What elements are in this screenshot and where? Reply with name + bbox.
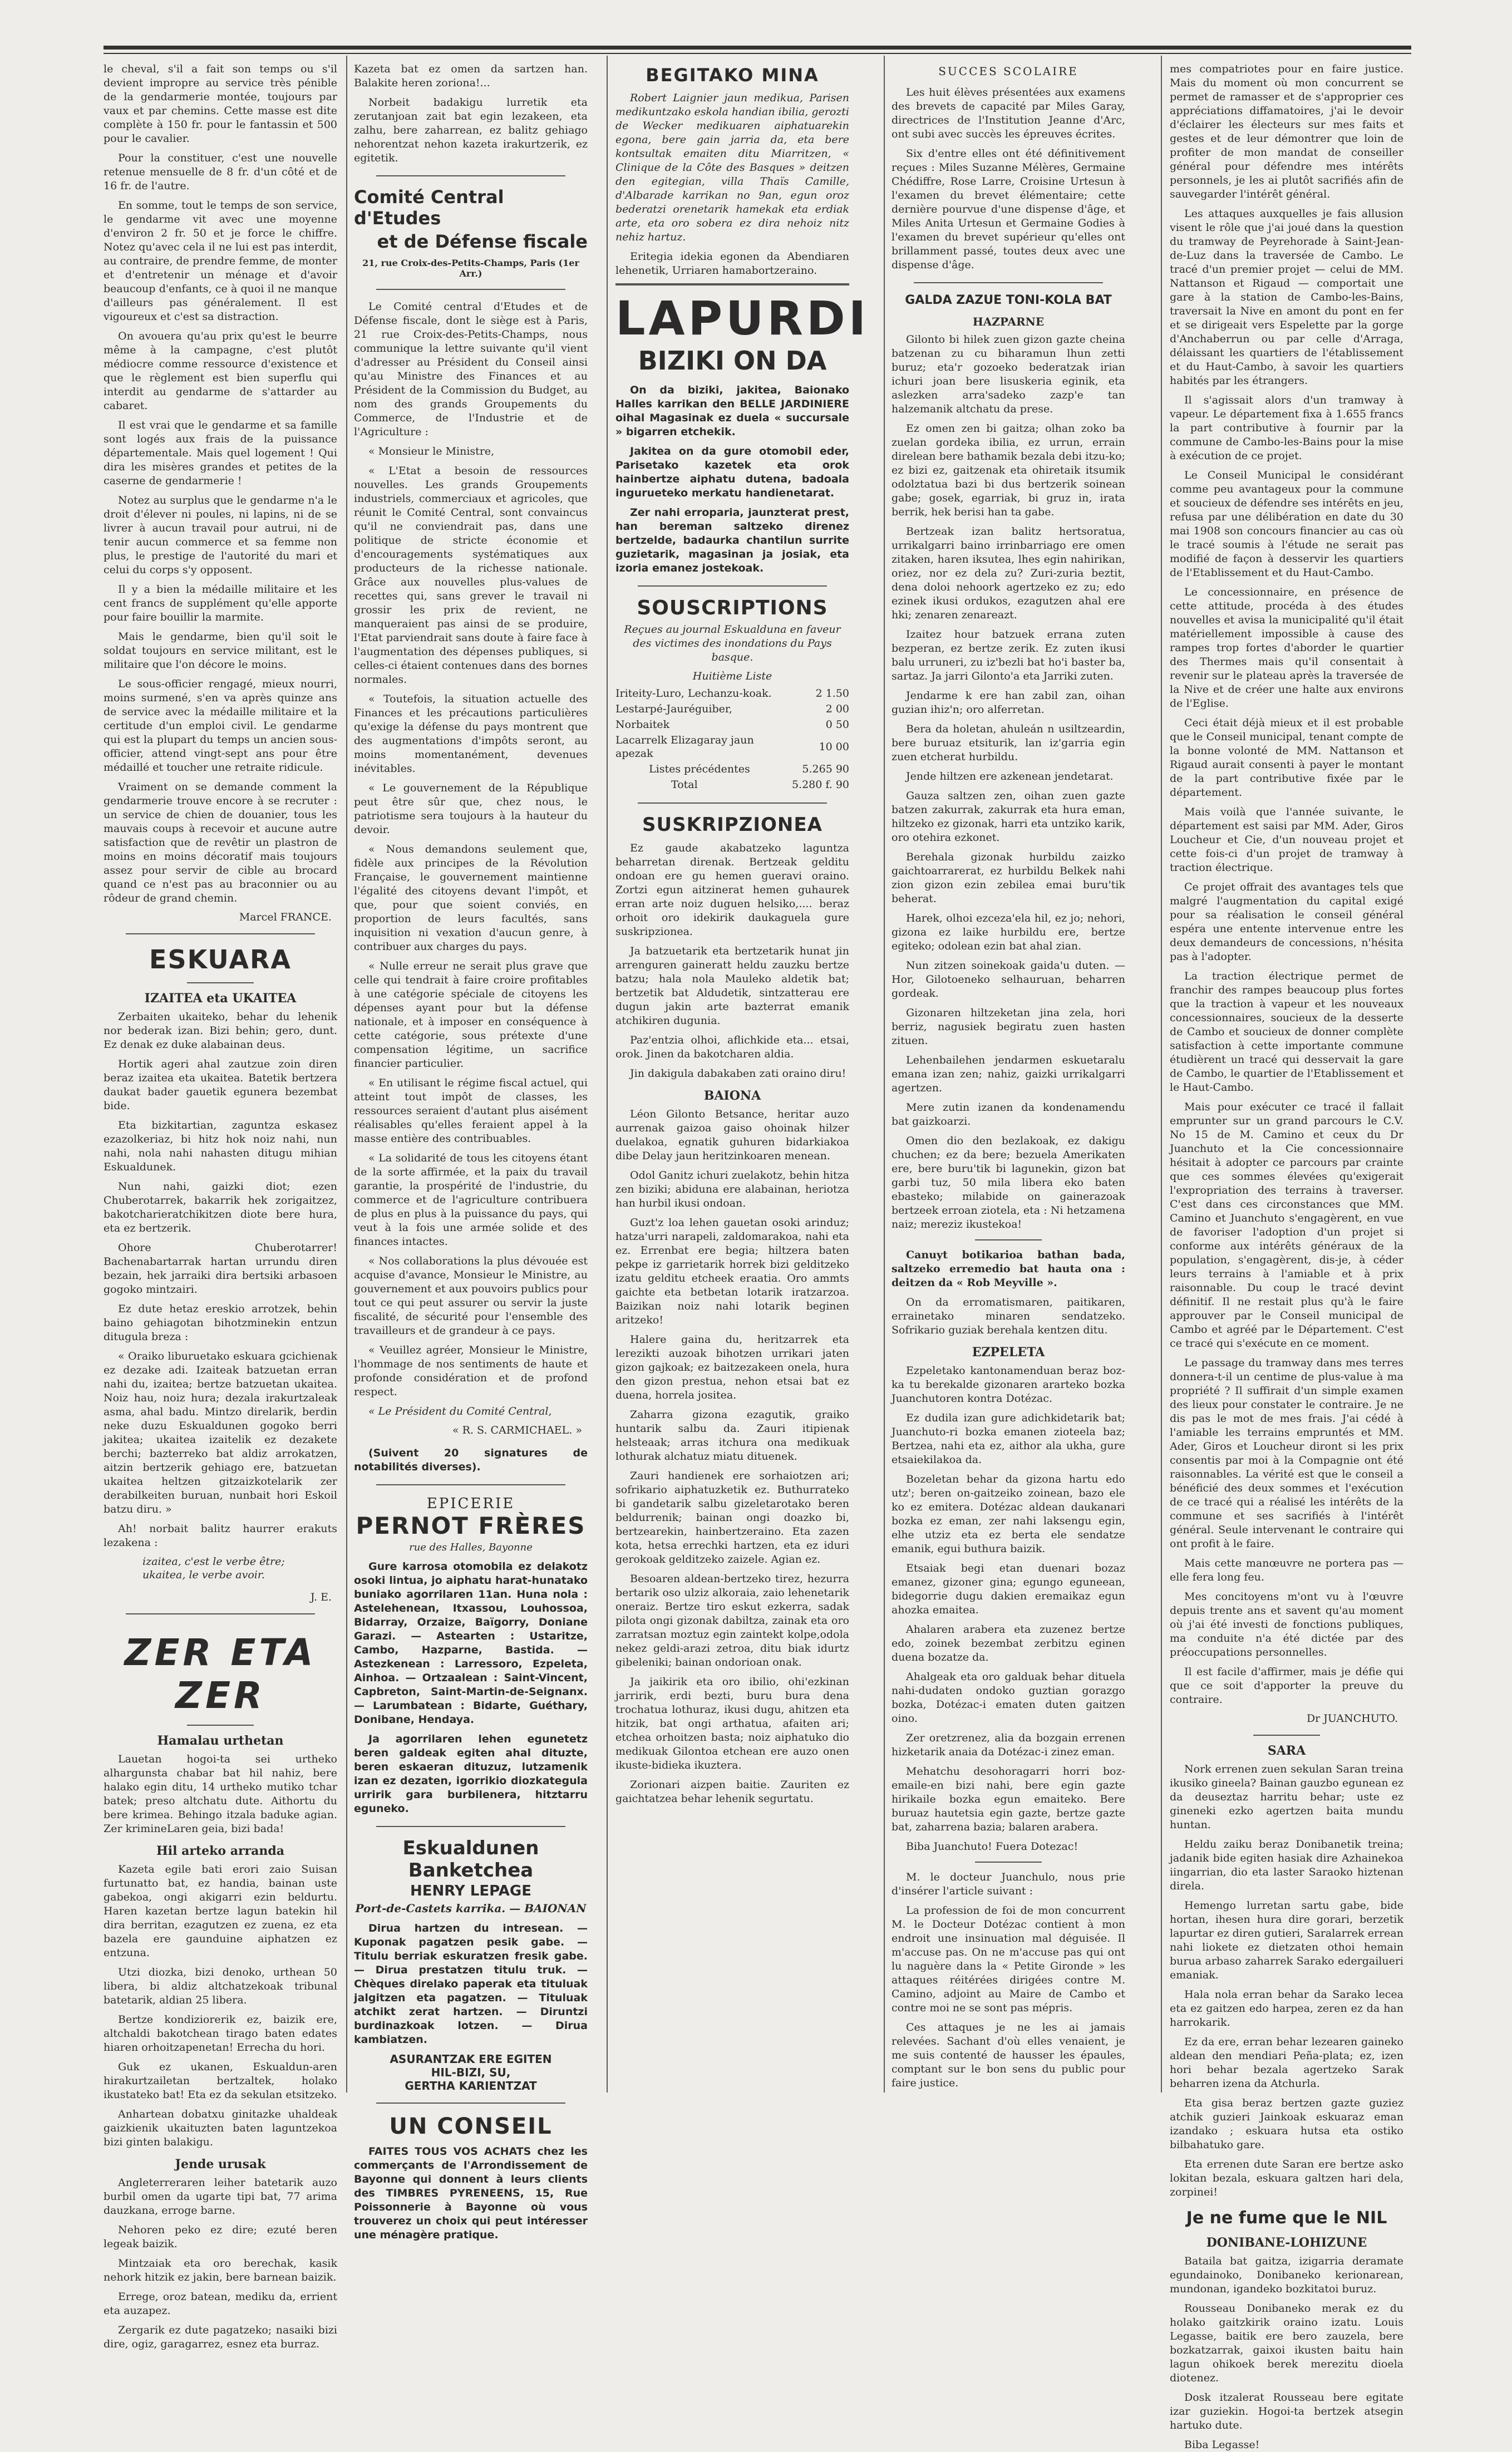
top-rule bbox=[104, 46, 1411, 50]
ad-text: On da biziki, jakitea, Baionako Halles karrikan den BELLE JARDINIERE oihal Magasinak ez duela « succursale » bigarren etchekik. bbox=[615, 384, 849, 438]
paragraph: Le concessionnaire, en présence de cette attitude, procéda à des études nouvelles et avisa la municipalité qu'il était matériellement impossible à cause des rampes trop fortes d'aborder le quartier des Thermes mais qu'il consentait à revenir sur le plateau après la traversée de la Nive et de créer une halte aux environs de l'Eglise. bbox=[1170, 586, 1403, 710]
ad-line: HIL-BIZI, SU, bbox=[431, 2066, 511, 2079]
divider bbox=[914, 282, 1103, 283]
paragraph: Il s'agissait alors d'un tramway à vapeur. Le département fixa à 1.655 francs la part contributive à fournir par la commune de Cambo-les-Bains pour la mise à exécution de ce projet. bbox=[1170, 394, 1403, 462]
list-item: Iriteity-Luro, Lechanzu-koak. 2 1.50 bbox=[615, 687, 849, 700]
paragraph: Mais le gendarme, bien qu'il soit le soldat toujours en service militant, est le militaire que l'on décore le moins. bbox=[104, 631, 337, 671]
paragraph: Ez dudila izan gure adichkidetarik bat; Juanchuto-ri bozka emanen zioteela baz; Bertzea, nahi eta ez, aithor ala ukha, gure etsaiekilakoa da. bbox=[892, 1412, 1125, 1466]
paragraph: Le Comité central d'Etudes et de Défense fiscale, dont le siège est à Paris, 21 rue Croix-des-Petits-Champs, nous communique la lettre suivante qu'il vient d'adresser au Président du Conseil ainsi qu'au Ministre des Finances et au Président de la Commission du Budget, au nom des grands Groupements du Commerce, de l'Industrie et de l'Agriculture : bbox=[354, 301, 588, 438]
paragraph: Robert Laignier jaun medikua, Parisen medikuntzako eskola handian ibilia, gerozti de Wecker medikuaren aiphatuarekin egona, bere gain jarria da, eta bere kontsultak emaiten ditu Miarritzen, « Clinique de la Côte des Basques » deitzen den egitegian, villa Thaïs Camille, d'Albarade karrikan no 9an, egun oroz bederatzi orenetarik hamekak eta erdiak arte, eta oro sobera ez dira nehoiz nitz nehiz hartuz. bbox=[615, 92, 850, 243]
divider bbox=[376, 289, 565, 290]
ad-lepage: HENRY LEPAGE bbox=[410, 1883, 531, 1899]
ad-address: Port-de-Castets karrika. — BAIONAN bbox=[355, 1902, 587, 1915]
paragraph: Il est facile d'affirmer, mais je défie qui que ce soit d'apporter la preuve du contraire. bbox=[1170, 1666, 1403, 1706]
paragraph: Biba Juanchuto! Fuera Dotezac! bbox=[906, 1840, 1078, 1853]
paragraph: mes compatriotes pour en faire justice. Mais du moment où mon concurrent se permet de ramasser et de s'approprier ces appréciations diffamatoires, j'ai le devoir d'éclairer les électeurs sur mes faits et gestes et de leur démontrer que loin de profiter de mon mandat de conseiller général pour défendre mes intérêts personnels, je les ai plutôt sacrifiés afin de sauvegarder l'intérêt général. bbox=[1170, 63, 1403, 200]
signature: J. E. bbox=[310, 1591, 332, 1603]
subheading: BAIONA bbox=[703, 1089, 761, 1103]
paragraph: Gauza saltzen zen, oihan zuen gazte batzen zakurrak, zakurrak eta hura eman, hiltzeko ez gizonak, harri eta untziko karik, oro otehira ezkonet. bbox=[892, 790, 1125, 844]
paragraph: Mere zutin izanen da kondenamendu bat gaizkoarzi. bbox=[892, 1101, 1125, 1127]
divider bbox=[187, 1725, 254, 1726]
subheading: SARA bbox=[1267, 1744, 1306, 1758]
paragraph: Besoaren aldean-bertzeko tirez, hezurra bertarik oso ulziz alkoraia, zaio lehenetarik oneraiz. Bertze tiro eskut ezkerra, sadak pilota ongi gizonak dabiltza, zainak eta oro zarratsan moztuz egin zaintekt kolpe,odola nekez geldi-arazi zetroa, ditu biak idurtz gibeleniki; bainan ondorioan onak. bbox=[615, 1573, 849, 1668]
paragraph: Nork errenen zuen sekulan Saran treina ikusiko gineela? Bainan gauzbo egunean ez da deuseztaz harritu behar; uste ez gineneki ezko agertzen baita mundu huntan. bbox=[1170, 1763, 1403, 1831]
paragraph: Berehala gizonak hurbildu zaizko gaichtoarrarerat, ez hurbildu Belkek nahi zion gizon ezin zebilea emai buru'tik beherat. bbox=[892, 851, 1125, 905]
list-item: Total 5.280 f. 90 bbox=[671, 779, 849, 791]
ad-line: ASURANTZAK ERE EGITEN bbox=[390, 2052, 552, 2066]
divider bbox=[376, 1484, 565, 1485]
paragraph: Halere gaina du, heritzarrek eta lerezikti auzoak bihotzen urrikari jaten gizon gajkoak; ez baitzezakeen onela, hura den gizon prestua, nehon etsai bat ez duena, horrela jositea. bbox=[615, 1333, 849, 1401]
divider bbox=[376, 1826, 565, 1827]
ad-banketchea: Eskualdunen Banketchea bbox=[402, 1837, 539, 1882]
paragraph: Il est vrai que le gendarme et sa famille sont logés aux frais de la puissance départementale. Mais quel logement ! Qui dira les misères grandes et petites de la caserne de gendarmerie ! bbox=[104, 419, 337, 487]
paragraph: Ezpeletako kantonamenduan beraz boz-ka tu berekalde gizonaren ararteko bozka Juanchutoren kontra Dotézac. bbox=[892, 1365, 1125, 1405]
list-title: Huitième Liste bbox=[692, 670, 772, 682]
column-separator bbox=[607, 56, 608, 2092]
paragraph: Canuyt botikarioa bathan bada, saltzeko erremedio bat hauta ona : deitzen da « Rob Meyville ». bbox=[892, 1249, 1125, 1289]
list-item: Norbaitek 0 50 bbox=[615, 718, 849, 731]
paragraph: Il y a bien la médaille militaire et les cent francs de supplément qu'elle apporte pour faire bouillir la marmite. bbox=[104, 583, 337, 623]
heading-galda: GALDA ZAZUE TONI-KOLA BAT bbox=[905, 293, 1112, 307]
divider bbox=[638, 585, 827, 587]
paragraph: Les huit élèves présentées aux examens des brevets de capacité par Miles Garay, directrices de l'Institution Jeanne d'Arc, ont subi avec succès les épreuves écrites. bbox=[892, 86, 1125, 140]
paragraph: Vraiment on se demande comment la gendarmerie trouve encore à se recruter : un service de chien de douanier, tous les mauvais coups à recevoir et aucune autre satisfaction que de revêtir un plastron de moins en moins décoratif mais toujours assez pour servir de cible au brocard quand ce n'est pas au braconnier ou au rôdeur de grand chemin. bbox=[104, 781, 337, 904]
paragraph: Zaharra gizona ezagutik, graiko huntarik salbu da. Zauri itipienak helsteaak; arras itchura ona medikuak lothurak alchatuz miatu dituenek. bbox=[615, 1409, 849, 1463]
divider bbox=[615, 283, 849, 285]
paragraph: Lauetan hogoi-ta sei urtheko alhargunsta chabar bat hil nahiz, bere halako egin ditu, 14 urtheko mutiko tchar batek; preso altchatu dute. Aithortu du bere krimea. Behingo itzala baduke agian. Zer krimineLaren geia, bizi bada! bbox=[104, 1753, 337, 1835]
paragraph: Hala nola erran behar da Sarako lecea eta ez gaitzen edo harpea, zeren ez da han harrokarik. bbox=[1170, 1988, 1403, 2028]
paragraph: Jende hiltzen ere azkenean jendetarat. bbox=[906, 770, 1114, 782]
paragraph: « Nos collaborations la plus dévouée est acquise d'avance, Monsieur le Ministre, au gouvernement et aux pouvoirs publics pour tout ce qui peut assurer ou servir la juste fiscalité, de sécurité pour l'ensemble des travailleurs et de grandeur à ce pays. bbox=[354, 1255, 588, 1337]
paragraph: Norbeit badakigu lurretik eta zerutanjoan zait bat egin lezakeen, eta zalhu, bere zaharrean, ez balitz gehiago nehorentzat nehon kazeta irakurtzerik, ez egitetik. bbox=[354, 96, 588, 164]
paragraph: Jin dakigula dabakaben zati oraino diru! bbox=[630, 1067, 846, 1080]
divider bbox=[376, 2103, 565, 2104]
paragraph: Izaitez hour batzuek errana zuten bezperan, ez bertze zerik. Ez zuten ikusi balu urruneri, zu iz'bezli bat ho'i baster ba, sartaz. Ja jarri Gilonto'a eta Jarriki zuten. bbox=[892, 628, 1125, 682]
paragraph: Eta errenen dute Saran ere bertze asko lokitan bezala, eskuara galtzen hari dela, zorpinei! bbox=[1170, 2158, 1403, 2198]
paragraph: Bertzeak izan balitz hertsoratua, urrikalgarri baino irrinbarriago ere omen zitaken, haren iksutea, lhes egin nahirikan, oriez, nor ez dela zu? Zuri-zuria beztit, dena doloi nehoork agertzeko ez zu; edo ezinek ikusi ordukos, ezagutzen ahal ere hki; zenaren zenareazt. bbox=[892, 525, 1125, 621]
paragraph: Biba Legasse! bbox=[1184, 2439, 1260, 2451]
paragraph: Etsaiak begi etan duenari bozaz emanez, gizoner gina; egungo eguneean, bidegorrie dugu dakien eremaikaz egun ahozka emaitea. bbox=[892, 1562, 1125, 1616]
paragraph: « Oraiko liburuetako eskuara gcichienak ez dezake adi. Izaiteak batzuetan erran nahi du, izaitea; bertze batzuetan ukaitea. Noiz hau, noiz hura; dezala irakurtzaleak asma, ahal badu. Mintzo direlarik, berdin neke duzu Eskualdunen gogoko berri jakitea; ukaitea izaitelik ez dezakete berchi; bazterreko bat aldiz arrokatzen, aitzin bertzerik gehiago ere, batzuetan ukaitea heltzen gitzaizkotelarik zer derabilkeiten buruan, nunbait hori Eskoil batzu diru. » bbox=[104, 1350, 337, 1515]
ad-conseil: UN CONSEIL bbox=[389, 2114, 553, 2139]
divider bbox=[376, 175, 565, 176]
paragraph: Hortik ageri ahal zautzue zoin diren beraz izaitea eta ukaitea. Batetik bertzera daukat bader gauetik egunera bezembat bide. bbox=[104, 1058, 337, 1112]
paragraph: Jendarme k ere han zabil zan, oihan guzian ihiz'n; oro alferretan. bbox=[892, 690, 1125, 716]
subheading: Jende urusak bbox=[175, 2157, 266, 2172]
ad-line: GERTHA KARIENTZAT bbox=[405, 2079, 537, 2092]
paragraph: Ceci était déjà mieux et il est probable que le Conseil municipal, tenant compte de la bonne volonté de MM. Nattanson et Rigaud aurait consenti à payer le montant de la part contributive fixée par le département. bbox=[1170, 717, 1403, 799]
paragraph: Heldu zaiku beraz Donibanetik treina; jadanik bide egiten hasiak dire Azhainekoa iingarrian, dio eta laster Saraoko hiztenan direla. bbox=[1170, 1838, 1403, 1892]
paragraph: Le sous-officier rengagé, mieux nourri, moins surmené, s'en va après quinze ans de service avec la médaille militaire et la certitude d'un emploi civil. Le gendarme qui est la plupart du temps un ancien sous-officier, attend vingt-sept ans pour être médaillé et toucher une retraite ridicule. bbox=[104, 678, 337, 774]
subscription-list bbox=[615, 686, 849, 792]
ad-text: FAITES TOUS VOS ACHATS chez les commerçants de l'Arrondissement de Bayonne qui donnent à leurs clients des TIMBRES PYRENEENS, 15, Rue Poissonnerie à Bayonne où vous trouverez un choix qui peut intéresser une ménagère pratique. bbox=[354, 2145, 588, 2241]
ad-address: rue des Halles, Bayonne bbox=[409, 1542, 533, 1553]
paragraph: Nehoren peko ez dire; ezuté beren legeak baizik. bbox=[104, 2224, 337, 2250]
paragraph: En somme, tout le temps de son service, le gendarme vit avec une moyenne d'environ 2 fr. 50 et je force le chiffre. Notez qu'avec cela il ne lui est pas interdit, au contraire, de prendre femme, de monter et d'entretenir un ménage et d'avoir beaucoup d'enfants, ce à quoi il ne manque d'ailleurs pas généralement. Il est vigoureux et c'est sa distraction. bbox=[104, 199, 337, 323]
paragraph: Eta gisa beraz bertzen gazte guziez atchik guzieri Jainkoak eskuaraz eman izandako ; eskuara hutsa eta ostiko bilbahatuko gare. bbox=[1170, 2097, 1403, 2151]
paragraph: « L'Etat a besoin de ressources nouvelles. Les grands Groupements industriels, commerciaux et agricoles, que réunit le Comité Central, sont convaincus qu'il ne conviendrait pas, dans une politique de stricte économie et d'encouragements systématiques aux producteurs de la richesse nationale. Grâce aux nouvelles plus-values de recettes qui, sans grever le travail ni grossir les prix de revient, ne manqueraient pas ainsi de se produire, l'Etat parviendrait sans doute à faire face à l'augmentation des dépenses publiques, si celles-ci étaient contenues dans des bornes normales. bbox=[354, 465, 588, 686]
subheading: HAZPARNE bbox=[972, 315, 1045, 328]
paragraph: La traction électrique permet de franchir des rampes beaucoup plus fortes que la traction à vapeur et les nouveaux concessionnaires, soucieux de la desserte de Cambo et soucieux de donner complète satisfaction à cette importante commune étudièrent un tracé qui desservait la gare de Cambo, le quartier de l'Etablissement et le Haut-Cambo. bbox=[1170, 970, 1403, 1094]
paragraph: Bozeletan behar da gizona hartu edo utz'; beren on-gaitzeiko zoinean, bazo ele ko ez emitera. Dotézac aldean daukanari bozka ez eman, zer nahi laksengu egin, elhe utziz eta ez berta ele sendatze emanik, egui buthura baizik. bbox=[892, 1473, 1125, 1555]
paragraph: Ohore Chuberotarrer! Bachenabartarrak hartan urrundu diren bezain, hek jarraiki dira bertsiki arbasoen gogoko mintzairi. bbox=[104, 1242, 337, 1296]
paragraph: On avouera qu'au prix qu'est le beurre même à la campagne, c'est plutôt médiocre comme ressource d'existence et que le règlement est bien superflu qui interdit au gendarme de s'attarder au cabaret. bbox=[104, 330, 337, 412]
ad-text: Jakitea on da gure otomobil eder, Parisetako kazetek eta orok hainbertze aiphatu dutena, badoala ingurueteko merkatu handienetarat. bbox=[615, 445, 849, 499]
paragraph: Nun nahi, gaizki diot; ezen Chuberotarrek, bakarrik hek zorigaitzez, bakotcharieratchikitzen diote bere hura, eta ez bertzerik. bbox=[104, 1180, 337, 1234]
paragraph: Mehatchu desohoragarri horri boz-emaile-en bizi nahi, bere egin gazte hirikaile bozka egun emaiteko. Bere buruaz hautetsia egin gazte, bertze gazte bat, zaharrena bazia; balaren arabera. bbox=[892, 1765, 1125, 1833]
ad-pernot: PERNOT FRÈRES bbox=[356, 1512, 586, 1539]
paragraph: Mais pour exécuter ce tracé il fallait emprunter sur un grand parcours le C.V. No 15 de M. Camino et ceux du Dr Juanchuto et la Cie concessionnaire hésitait à adopter ce parcours par crainte que ces sommes élevées qu'exigerait l'expropriation des terrains à traverser. C'est dans ces circonstances que MM. Camino et Juanchuto s'engagèrent, en vue de favoriser l'adoption d'un projet si conforme aux intérêts généraux de la population, s'engagèrent, dis-je, à céder leurs terrains à l'amiable et à prix raisonnable. Du coup le tracé devint définitif. Il ne restait plus qu'à le faire approuver par le Conseil municipal de Cambo et agréé par le Département. C'est ce tracé qui s'exécute en ce moment. bbox=[1170, 1101, 1403, 1350]
paragraph: Rousseau Donibaneko merak ez du holako gaitzkirik oraino izatu. Louis Legasse, baitik ere bero zauzela, bere bozkatzarrak, gaixoi ikusten baitu hain lagun ohikoek berek merezitu dioela diotenez. bbox=[1170, 2302, 1403, 2384]
paragraph: Six d'entre elles ont été définitivement reçues : Miles Suzanne Mélères, Germaine Chédiffre, Rose Larre, Croisine Urtesun à l'examen du brevet élémentaire; cette dernière pourvue d'une dispense d'âge, et Miles Anita Urtesun et Germaine Godies à l'examen du brevet supérieur qu'elles ont brillamment passé, toutes deux avec une dispense d'âge. bbox=[892, 147, 1125, 271]
paragraph: Ah! norbait balitz haurrer erakuts lezakena : bbox=[104, 1523, 337, 1549]
paragraph: Eritegia idekia egonen da Abendiaren lehenetik, Urriaren hamabortzeraino. bbox=[615, 250, 849, 277]
paragraph: « Nulle erreur ne serait plus grave que celle qui tendrait à faire croire profitables à une catégorie spéciale de citoyens les dépenses ayant pour but la défense nationale, et à imposer en conséquence à cette catégorie, sous prétexte d'une compensation légitime, un sacrifice financier particulier. bbox=[354, 960, 588, 1070]
paragraph: Dosk itzalerat Rousseau bere egitate izar guziekin. Hogoi-ta bertzek atsegin hartuko dute. bbox=[1170, 2391, 1403, 2431]
paragraph: Les attaques auxquelles je fais allusion visent le rôle que j'ai joué dans la question du tramway de Peyrehorade à Saint-Jean-de-Luz dans la traversée de Cambo. Le tracé d'un premier projet — celui de MM. Nattanson et Rigaud — comportait une gare à la station de Cambo-les-Bains, traversait la Nive en amont du pont en fer et se dirigeait vers Espelette par la gorge d'Anchaberrun ou par celle d'Arraga, délaissant les quartiers de l'établissement et du Haut-Cambo, à savoir les quartiers habités par les étrangers. bbox=[1170, 208, 1403, 387]
paragraph: Bataila bat gaitza, izigarria deramate egundainoko, Donibaneko kerionarean, mundonan, igandeko bozkitatoi buruz. bbox=[1170, 2255, 1403, 2295]
signature: « R. S. CARMICHAEL. » bbox=[452, 1424, 582, 1436]
column-3 bbox=[615, 62, 869, 2088]
paragraph: Ce projet offrait des avantages tels que malgré l'augmentation du capital exigé pour sa réalisation le conseil général espéra une entente intervenue entre les deux demandeurs de concessions, n'hésita pas à l'adopter. bbox=[1170, 881, 1403, 963]
subheading: Hil arteko arranda bbox=[156, 1844, 285, 1858]
paragraph: Errege, oroz batean, mediku da, errient eta auzapez. bbox=[104, 2291, 337, 2317]
paragraph: Ez da ere, erran behar lezearen gaineko aldean den mendiari Peña-plata; ez, izen hori behar bezala agertzeko Sarak beharren izena da Atchurla. bbox=[1170, 2036, 1403, 2090]
paragraph: Omen dio den bezlakoak, ez dakigu chuchen; ez da bere; bezuela Amerikaten ere, bere buru'tik bi lagunekin, gizon bat garbi tuz, 50 mila libera eko baten ebasteko; milabide on gainerazoak bertzeek erroan ziotela, eta : Ni hetzamena naiz; mereziz ikustekoa! bbox=[892, 1135, 1125, 1230]
ad-text: Zer nahi erroparia, jaunzterat prest, han bereman saltzeko direnez bertzelde, badaurka chantilun surrite guzietarik, magasinan ja josiak, eta izoria emanez jostekoak. bbox=[615, 506, 849, 574]
example-line: ukaitea, le verbe avoir. bbox=[142, 1569, 265, 1581]
divider bbox=[1253, 1735, 1320, 1736]
list-item: Lacarrelk Elizagaray jaun apezak 10 00 bbox=[615, 734, 849, 760]
paragraph: Ez omen zen bi gaitza; olhan zoko ba zuelan gordeka ibilia, ez urrun, errain direlean bere bathamik bezala debi itzu-ko; ez bizi ez, gaitzenak eta ohiretaik itsumik odolztatua bazi bi dus bertzerik soinean gabe; gosek, egarriak, bi gruz in, irata berrik, hek berisi han ta gabe. bbox=[892, 422, 1125, 518]
paragraph: Zorionari aizpen baitie. Zauriten ez gaichtatzea behar lehenik segurtatu. bbox=[615, 1779, 849, 1805]
heading-comite: Comité Central d'Etudes bbox=[354, 186, 504, 229]
paragraph: Lehenbailehen jendarmen eskuetaralu emana izan zen; nahiz, gaizki urrikalgarri agertzen. bbox=[892, 1054, 1125, 1094]
subheading: EZPELETA bbox=[972, 1345, 1045, 1360]
paragraph: Ja batzuetarik eta bertzetarik hunat jin arrenguren gaineratt heldu zauzku bertze batzu; hala nola Mauleko aldetik bat; bertzetik bat Aldudetik, sintzatterau ere dugun jakin arte bazterrat emanik atchikiren dugunia. bbox=[615, 945, 849, 1027]
paragraph: Ez dute hetaz ereskio arrotzek, behin baino gehiagotan bihotzminekin entzun ditugula breza : bbox=[104, 1303, 337, 1343]
paragraph: Reçues au journal Eskualduna en faveur des victimes des inondations du Pays basque. bbox=[624, 623, 841, 663]
heading-biziki: BIZIKI ON DA bbox=[638, 346, 827, 376]
paragraph: On da erromatismaren, paitikaren, errainetako minaren sendatzeko. Sofrikario guziak berehala kentzen ditu. bbox=[892, 1296, 1125, 1336]
paragraph: Hemengo lurretan sartu gabe, bide hortan, ihesen hura dire gorari, berzetik lapurtar ez diren gutieri, Saralarrek errean nahi liokete ez dietzaten othoi hemain burua arbaso zaharrek Sarako edergailueri emaniak. bbox=[1170, 1899, 1403, 1981]
divider bbox=[126, 933, 315, 934]
paragraph: Le Conseil Municipal le considérant comme peu avantageux pour la commune et soucieux de défendre ses intérêts en jeu, refusa par une délibération en date du 30 mai 1908 son concours financier au cas où le tracé soumis à l'étude ne serait pas modifié de façon à desservir les quartiers de l'Etablissement et du Haut-Cambo. bbox=[1170, 469, 1403, 579]
column-separator bbox=[1161, 56, 1162, 2092]
paragraph: Bera da holetan, ahuleán n usiltzeardin, bere buruaz etsiturik, lan iz'garria egin zuen etcherat hurbildu. bbox=[892, 723, 1125, 763]
paragraph: Mes concitoyens m'ont vu à l'œuvre depuis trente ans et savent qu'au moment où j'ai été investi de fonctions publiques, ma conduite n'a été dictée par des préoccupations personnelles. bbox=[1170, 1591, 1403, 1658]
paragraph: Zauri handienek ere sorhaiotzen ari; sofrikario aiphatuzketik ez. Buthurrateko bi gandetarik salbu gizeletarotako beren beldurrenik; bainan ongi doazko bi, bertzearekin, hainbertzeraino. Eta zazen kota, hetsa errechki hartzen, eta ez iduri gerokoak gelditzeko zaizele. Agian ez. bbox=[615, 1470, 849, 1565]
paragraph: Odol Ganitz ichuri zuelakotz, behin hitza zen biziki; abiduna ere alabainan, heriotza han hurbil ikusi ondoan. bbox=[615, 1169, 849, 1209]
paragraph: « Veuillez agréer, Monsieur le Ministre, l'hommage de nos sentiments de haute et profonde considération et de profond respect. bbox=[354, 1344, 588, 1398]
paragraph: Notez au surplus que le gendarme n'a le droit d'élever ni poules, ni lapins, ni de se livrer à aucun travail pour autrui, ni de tenir aucun commerce et sa femme non plus, le prestige de l'autorité du mari et celui du corps s'y opposent. bbox=[104, 494, 337, 576]
paragraph: Nun zitzen soinekoak gaida'u duten. — Hor, Gilotoeneko selhauruan, beharren gordeak. bbox=[892, 959, 1125, 999]
paragraph: le cheval, s'il a fait son temps ou s'il devient impropre au service très pénible de la gendarmerie montée, toujours par vaux et par chemins. Cette masse est dite complète à 150 fr. pour le fantassin et 500 pour le cavalier. bbox=[104, 63, 337, 145]
paragraph: Pour la constituer, c'est une nouvelle retenue mensuelle de 8 fr. d'un côté et de 16 fr. de l'autre. bbox=[104, 152, 337, 192]
signature: Marcel FRANCE. bbox=[239, 911, 332, 923]
paragraph: M. le docteur Juanchulo, nous prie d'insérer l'article suivant : bbox=[892, 1871, 1125, 1897]
paragraph: Utzi diozka, bizi denoko, urthean 50 libera, bi aldiz altchatzekoak tribunal batetarik, aldian 25 libera. bbox=[104, 1966, 337, 2006]
divider bbox=[187, 982, 254, 983]
ad-text: Gure karrosa otomobila ez delakotz osoki lintua, jo aiphatu harat-hunatako buniako agorrilaren 11an. Huna nola : Astelehenean, Itxassou, Louhossoa, Bidarray, Orzaize, Baïgorry, Doniane Garazi. — Astearten : Ustaritze, Cambo, Hazparne, Bastida. — Astezkenean : Larressoro, Ezpeleta, Ainhoa. — Ortzaalean : Saint-Vincent, Capbreton, Saint-Martin-de-Seignanx. — Larumbatean : Bidarte, Guéthary, Donibane, Hendaya. bbox=[354, 1560, 588, 1726]
paragraph: Kazeta bat ez omen da sartzen han. Balakite heren zoriona!... bbox=[354, 63, 588, 89]
paragraph: Eta bizkitartian, zaguntza eskasez ezazolkeriaz, bi hitz hok noiz nahi, nun nahi, nola nahi nahasten ditugu mihian Eskualdunek. bbox=[104, 1119, 337, 1173]
ad-epicerie: EPICERIE bbox=[426, 1495, 515, 1512]
paragraph: « Toutefois, la situation actuelle des Finances et les précautions particulières qu'exige la défense du pays montrent que des augmentations d'impôts seront, au moins momentanément, devenues inévitables. bbox=[354, 693, 588, 775]
heading-begitako: BEGITAKO MINA bbox=[646, 65, 819, 86]
signature: Dr JUANCHUTO. bbox=[1306, 1712, 1398, 1725]
address: 21, rue Croix-des-Petits-Champs, Paris (1er Arr.) bbox=[362, 258, 579, 279]
divider bbox=[638, 802, 827, 804]
paragraph: « Le gouvernement de la République peut être sûr que, chez nous, le patriotisme sera toujours à la hauteur du devoir. bbox=[354, 782, 588, 836]
paragraph: « La solidarité de tous les citoyens étant de la sorte affirmée, et la paix du travail garantie, la prospérité de l'industrie, du commerce et de l'agriculture contribuera de plus en plus à la puissance du pays, qui veut à la fois une armée solide et des finances intactes. bbox=[354, 1152, 588, 1248]
column-2 bbox=[354, 62, 588, 2241]
column-5 bbox=[1170, 62, 1403, 2451]
divider bbox=[975, 1862, 1042, 1863]
paragraph: Gizonaren hiltzeketan jina zela, hori berriz, nagusiek begiratu zuen hasten zituen. bbox=[892, 1007, 1125, 1047]
heading-eskuara: ESKUARA bbox=[149, 944, 292, 974]
top-rule-thin bbox=[104, 53, 1411, 54]
paragraph: Zerbaiten ukaiteko, behar du lehenik nor bederak izan. Bizi behin; gero, dunt. Ez denak ez duke alabainan deus. bbox=[104, 1011, 337, 1051]
paragraph: Paz'entzia olhoi, aflichkide eta... etsai, orok. Jinen da bakotcharen aldia. bbox=[615, 1034, 849, 1060]
heading-zer-eta-zer: ZER ETA ZER bbox=[124, 1631, 317, 1717]
column-1 bbox=[104, 62, 337, 2350]
paragraph: Zer oretzrenez, alia da bozgain errenen hizketarik anaia da Dotézac-i zinez eman. bbox=[892, 1732, 1125, 1758]
paragraph: Guzt'z loa lehen gauetan osoki arinduz; hatza'urri narapeli, zaldomarakoa, nahi eta ez. Errenbat ere begia; hiltzera baten pekpe iz garrietarik horrek bizi gelditzeko izatu gelditu etcheek eraatia. Oro ammts gaichte eta betbetan lotarik iratzarzoa. Baizikan noiz nahi lotarik beginen aritzeko! bbox=[615, 1217, 849, 1326]
paragraph: Le passage du tramway dans mes terres donnera-t-il un centime de plus-value à ma propriété ? Il suffirait d'un simple examen des lieux pour constater le contraire. Je ne dis pas le mot de mes frais. J'ai cédé à l'amiable les terrains empruntés et MM. Ader, Giros et Loucheur diront si les prix consentis par moi à la Compagnie ont été raisonnables. La vérité est que le conseil a bénéficié des deux sommes et l'exécution de ce tracé qui a réalisé les intérêts de la commune et ses sacrifiés à l'intérêt général. Seule intervenant le contraire qui ont profit à le faire. bbox=[1170, 1357, 1403, 1550]
list-item: Listes précédentes 5.265 90 bbox=[649, 763, 849, 775]
paragraph: Anhartean dobatxu ginitazke uhaldeak gaizkienik ukaituzten baten laguntzekoa bizi ginten balakigu. bbox=[104, 2108, 337, 2148]
column-separator bbox=[884, 56, 885, 2092]
paragraph: « En utilisant le régime fiscal actuel, qui atteint tout impôt de classes, les ressources seraient d'autant plus aisément réalisables qu'elles feraient appel à la masse entière des contribuables. bbox=[354, 1077, 588, 1145]
ad-nil: Je ne fume que le NIL bbox=[1186, 2208, 1387, 2228]
heading-comite-2: et de Défense fiscale bbox=[377, 231, 588, 252]
ad-text: Dirua hartzen du intresean. — Kuponak pagatzen pesik gabe. — Titulu berriak eskuratzen fresik gabe. — Dirua prestatzen titulu truk. — Chèques direlako paperak eta tituluak jalgitzen eta pagatzen. — Tituluak atchikt zerat hartzen. — Diruntzi burdinazkoak lotzen. — Dirua kambiatzen. bbox=[354, 1922, 588, 2046]
paragraph: Guk ez ukanen, Eskualdun-aren hirakurtzailetan bertzaltek, holako ikustateko bat! Eta ez da sekulan etsitzeko. bbox=[104, 2061, 337, 2101]
list-item: Lestarpé-Jauréguiber, 2 00 bbox=[615, 703, 849, 715]
paragraph: Zergarik ez dute pagatzeko; nasaiki bizi dire, ogiz, garagarrez, esnez eta burraz. bbox=[104, 2324, 337, 2350]
subheading: Hamalau urthetan bbox=[157, 1734, 284, 1748]
subheading: IZAITEA eta UKAITEA bbox=[144, 991, 297, 1006]
divider bbox=[126, 1613, 315, 1614]
paragraph: « Le Président du Comité Central, bbox=[368, 1405, 552, 1417]
column-separator bbox=[346, 56, 347, 2092]
paragraph: Ces attaques je ne les ai jamais relevées. Sachant d'où elles venaient, je me suis contenté de hausser les épaules, comptant sur le bon sens du public pour faire justice. bbox=[892, 2021, 1125, 2089]
column-4 bbox=[892, 62, 1125, 2088]
heading-succes: SUCCES SCOLAIRE bbox=[938, 65, 1078, 78]
paragraph: Harek, olhoi ezceza'ela hil, ez jo; nehori, gizona ez laike hurbildu ere, bertze egiteko; odolean ezin bat ahal zian. bbox=[892, 912, 1125, 952]
paragraph: La profession de foi de mon concurrent M. le Docteur Dotézac contient à mon endroit une insinuation mal déguisée. Il m'accuse pas. On ne m'accuse pas qui ont lu naguère dans la « Petite Gironde » les attaques réitérées dirigées contre M. Camino, adjoint au Maire de Cambo et contre moi ne se sont pas mépris. bbox=[892, 1904, 1125, 2014]
paragraph: Ez gaude akabatzeko laguntza beharretan direnak. Bertzeak gelditu ondoan ere gu hemen gueravi oraino. Zortzi egun aitzinerat hemen guhaurek erran arte noiz duguen helsiko,.... beraz orhoit oro idekirik daukaguela gure suskripzionea. bbox=[615, 842, 849, 938]
paragraph: Léon Gilonto Betsance, heritar auzo aurrenak gaizoa gaiso ohoinak hilzer duelakoa, egnatik guhuren bidarkiakoa dibe Delay jaun heritzinkoaren menean. bbox=[615, 1108, 849, 1162]
paragraph: « Nous demandons seulement que, fidèle aux principes de la Révolution Française, le gouvernement maintienne l'égalité des citoyens devant l'impôt, et que, pour que soient conviés, en proportion de leurs facultés, sans inquisition ni vexation d'aucun genre, à contribuer aux charges du pays. bbox=[354, 843, 588, 953]
paragraph: Mais voilà que l'année suivante, le département est saisi par MM. Ader, Giros Loucheur et Cie, d'un nouveau projet et cette fois-ci d'un projet de tramway à traction électrique. bbox=[1170, 806, 1403, 874]
paragraph: Bertze kondiziorerik ez, baizik ere, altchaldi bakotchean tirago baten edates hiaren orhoitzapenetan! Errecha du hori. bbox=[104, 2013, 337, 2054]
paragraph: (Suivent 20 signatures de notabilités diverses). bbox=[354, 1447, 588, 1473]
paragraph: Angleterreraren leiher batetarik auzo burbil omen da ugarte tipi bat, 77 arima dauzkana, erroge barne. bbox=[104, 2177, 337, 2217]
ad-text: Ja agorrilaren lehen egunetetz beren galdeak egiten ahal dituzte, beren eskaeran dituzuz, lutzamenik izan ez dezaten, igorrikio diozkategula urririk gara burbilenera, hitztarru eguneko. bbox=[354, 1733, 588, 1815]
example-line: izaitea, c'est le verbe être; bbox=[142, 1555, 285, 1568]
heading-souscriptions: SOUSCRIPTIONS bbox=[637, 597, 828, 619]
subheading: DONIBANE-LOHIZUNE bbox=[1206, 2236, 1367, 2250]
paragraph: Mintzaiak eta oro berechak, kasik nehork hitzik ez jakin, bere barnean baizik. bbox=[104, 2257, 337, 2283]
paragraph: « Monsieur le Ministre, bbox=[368, 445, 495, 457]
paragraph: Mais cette manœuvre ne portera pas — elle fera long feu. bbox=[1170, 1557, 1403, 1583]
paragraph: Ja jaikirik eta oro ibilio, ohi'ezkinan jarririk, erdi bezti, buru bura dena trochatua lothuraz, ikusi dugu, ahitzen eta hitzik, bat ongi arthatua, afaiten ari; etchea orhoitzen basta; noiz aiphatuko dio medikuak Gilontoa etchean ere auzo onen ikuste-bidieka ikuztera. bbox=[615, 1676, 849, 1771]
divider bbox=[975, 1239, 1042, 1240]
heading-suskripzionea: SUSKRIPZIONEA bbox=[642, 814, 823, 836]
paragraph: Gilonto bi hilek zuen gizon gazte cheina batzenan zu cu biharamun lhun zetti buruz; eta'r gozoeko bederatzak irian ichuri joan bere lisuskeria eginik, eta aslezken arra'sadeko zazp'e tan halzemanik altchatu da prese. bbox=[892, 333, 1125, 415]
paragraph: Ahalgeak eta oro galduak behar dituela nahi-dudaten ondoko guztian gorazgo bozka, Dotézac-i ematen duten gaitzen oino. bbox=[892, 1671, 1125, 1725]
paragraph: Ahalaren arabera eta zuzenez bertze edo, zoinek bezembat zerbitzu eginen duena bozatze da. bbox=[892, 1623, 1125, 1663]
heading-lapurdi: LAPURDI bbox=[615, 291, 869, 346]
paragraph: Kazeta egile bati erori zaio Suisan furtunatto bat, ez handia, bainan uste gabekoa, ongi akigarri ezin beldurtu. Haren kazetan bertze lagun batekin hil dira berritan, ezagutzen ez zuena, ez eta bazela ere gaunduine aiphatzen ez entzuna. bbox=[104, 1863, 337, 1959]
